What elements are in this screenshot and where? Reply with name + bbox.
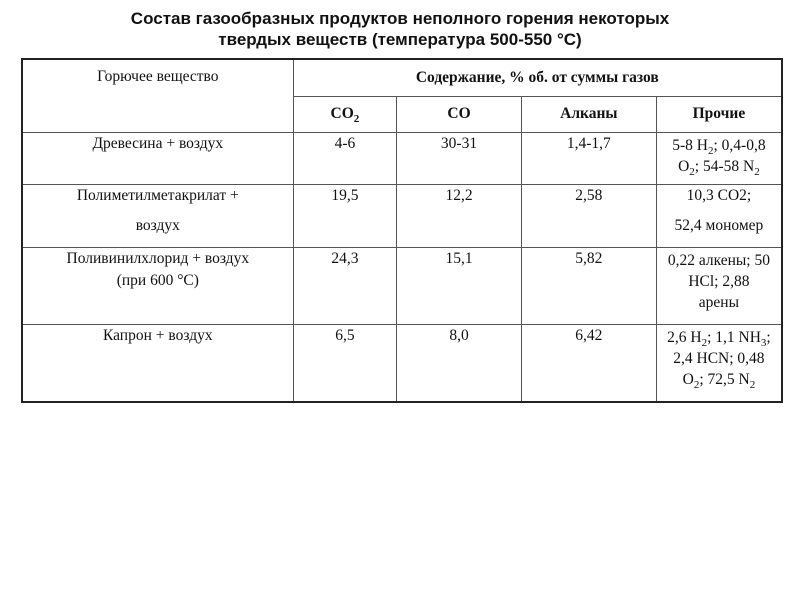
row4-other-s3: 2 [693,379,700,391]
row3-other-l2: НСl; 2,88 [688,273,750,290]
row3-other [656,248,782,325]
row4-other-s4: 2 [749,379,756,391]
header-co: СО [397,96,522,132]
row1-other-p2: ; 0,4-0,8 [713,137,766,154]
row4-other [656,325,782,403]
row1-substance [22,133,293,185]
row1-alkanes: 1,4-1,7 [521,133,656,185]
title-line-2: твердых веществ (температура 500-550 °С) [218,30,582,49]
row4-co2: 6,5 [293,325,397,403]
row2-co2: 19,5 [293,185,397,248]
table-row [22,185,782,248]
row2-substance-l1: Полиметилметакрилат + [76,187,239,204]
header-co2-main: СО [330,105,354,123]
table-row [22,248,782,325]
row3-substance-l1: Поливинилхлорид + воздух [66,250,250,267]
row2-other [656,185,782,248]
row1-other-s1: 2 [707,145,714,157]
row4-substance: Капрон + воздух [22,325,293,403]
title-line-1: Состав газообразных продуктов неполного горения некоторых [130,9,670,28]
header-co2-sub: 2 [353,113,360,126]
row4-other-p6: ; 72,5 N [699,371,750,388]
row1-co2: 4-6 [293,133,397,185]
row3-other-l1: 0,22 алкены; 50 [667,252,770,269]
header-content: Содержание, % об. от суммы газов [293,59,782,96]
row2-other-l1: 10,3 CO2; [686,187,752,204]
table-row [22,325,782,403]
row1-co: 30-31 [397,133,522,185]
row3-co: 15,1 [397,248,522,325]
header-co2 [293,96,397,132]
row2-substance [22,185,293,248]
row1-other-p1: 5-8 Н [672,137,708,154]
row2-substance-l2: воздух [135,217,180,234]
table-row [22,133,782,185]
row4-other-s2: 3 [760,337,767,349]
header-other: Прочие [656,96,782,132]
row1-other-s3: 2 [754,166,760,178]
header-alkanes: Алканы [521,96,656,132]
row1-other-s2: 2 [689,166,695,178]
table-header-row [22,59,782,96]
header-substance: Горючее вещество [22,59,293,133]
row1-substance-l1: Древесина + воздух [92,135,224,152]
row4-other-s1: 2 [701,337,708,349]
row4-other-l2: 2,4 HCN; 0,48 [673,350,765,367]
row2-co: 12,2 [397,185,522,248]
row4-alkanes: 6,42 [521,325,656,403]
row3-alkanes: 5,82 [521,248,656,325]
row3-other-l3: арены [698,294,740,311]
row4-other-p3: ; [766,329,771,346]
row4-other-p5: О [682,371,694,388]
page-title [0,8,800,50]
row3-co2: 24,3 [293,248,397,325]
row4-other-p1: 2,6 Н [667,329,702,346]
row3-substance-l2: (при 600 °С) [116,272,199,289]
gas-composition-table [21,58,783,403]
row3-substance [22,248,293,325]
row2-alkanes: 2,58 [521,185,656,248]
row1-other-p4: ; 54-58 N [694,158,755,175]
row2-other-l2: 52,4 мономер [674,217,764,234]
row4-other-p2: ; 1,1 NН [707,329,761,346]
row4-co: 8,0 [397,325,522,403]
row1-other-p3: О [678,158,690,175]
row1-other [656,133,782,185]
